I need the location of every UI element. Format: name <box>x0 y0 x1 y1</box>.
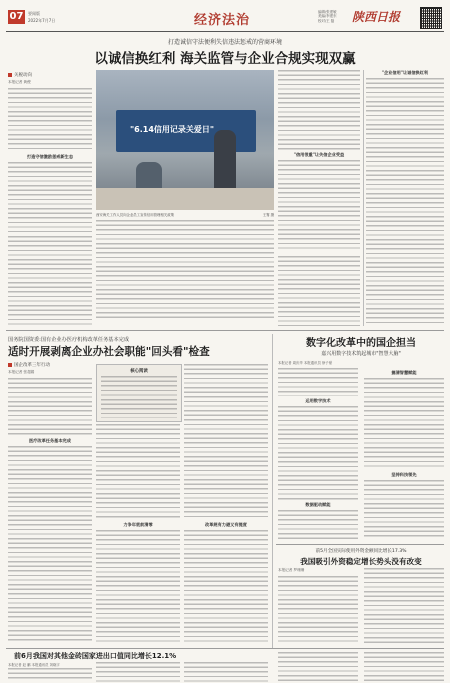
story4-byline: 本报记者 罗珊珊 <box>278 568 305 572</box>
story4-body-col1 <box>278 576 358 644</box>
story5-body-col2 <box>96 662 180 682</box>
story2-byline: 本报记者 张超娟 <box>8 370 35 374</box>
story2-section-label: 国企改革三年行动 <box>8 362 50 368</box>
lead-body-col3b <box>278 160 360 252</box>
story2-body-col1b <box>8 446 92 644</box>
lead-kicker: 打造诚信守法便利失信违法惩戒的营商环境 <box>167 39 282 46</box>
story3-body-col2b <box>364 480 444 540</box>
section-rule <box>6 330 444 331</box>
story5-body-col3 <box>184 662 268 682</box>
story3-body-col1b <box>278 406 358 500</box>
masthead-rule <box>6 31 444 32</box>
section-marker-icon <box>8 363 12 367</box>
story2-body-col3b <box>184 530 268 644</box>
lead-byline: 本报记者 黄俊 <box>8 80 31 84</box>
story2-subhead: 改革规有力避又有提度 <box>205 522 247 527</box>
story3-subhead: 运用数字技术 <box>305 398 331 403</box>
box-body <box>101 376 177 418</box>
story2-body-col3 <box>184 364 268 520</box>
lead-body-col4 <box>366 78 444 326</box>
core-reading-box <box>96 364 182 422</box>
story2-body-col1 <box>8 378 92 436</box>
story2-subhead: 力争年底前清零 <box>123 522 153 527</box>
photo-table <box>96 188 274 210</box>
editor-line: 编辑/张建敏 <box>318 10 337 14</box>
section-rule <box>6 648 444 649</box>
story4-headline: 我国吸引外资稳定增长势头没有改变 <box>300 557 422 566</box>
lead-body-col3 <box>278 70 360 150</box>
column-rule <box>363 70 364 326</box>
story5-body-col4 <box>278 652 358 682</box>
story3-headline: 数字化改革中的国企担当 <box>306 338 416 349</box>
story5-headline: 前6月我国对其他金砖国家进出口值同比增长12.1% <box>14 652 177 660</box>
story3-body-col2 <box>364 378 444 470</box>
lead-subhead: "信用很重"让失信企业受益 <box>293 152 345 157</box>
story5-body-col5 <box>364 652 444 682</box>
photo-banner: "6.14信用记录关爱日" <box>116 110 256 152</box>
story3-subtitle: 嘉兴用数字技术筑起城市"智慧大脑" <box>321 351 401 357</box>
section-rule <box>276 544 444 545</box>
story2-body-col2 <box>96 424 180 520</box>
lead-subhead: "企业信用"让诚信换红利 <box>381 70 429 75</box>
story2-body-col2b <box>96 530 180 644</box>
lead-body-col1c <box>8 236 92 326</box>
story5-byline: 本报记者 赵 鹏 本报通讯员 刘晓宇 <box>8 663 60 667</box>
lead-photo-caption: 西安海关工作人员向企业员工宣传信用管理相关政策 王骞 摄 <box>96 213 274 217</box>
editor-line: 校对/王 磊 <box>318 18 335 23</box>
column-rule <box>272 334 273 648</box>
story3-body-col1 <box>278 368 358 396</box>
story5-body-col1 <box>8 668 92 682</box>
story3-subhead: 坚持科技领先 <box>391 472 417 477</box>
story2-subhead: 医疗改革任务基本完成 <box>29 438 71 443</box>
lead-headline: 以诚信换红利 海关监管与企业合规实现双赢 <box>94 51 356 67</box>
lead-body-col2 <box>96 220 274 320</box>
lead-body-col1b <box>8 162 92 232</box>
story3-subhead: 数据驱动赋能 <box>305 502 331 507</box>
story4-kicker: 前5月全国实际使用外资金额同比增长17.3% <box>315 549 407 554</box>
edition-type: 要闻版 <box>28 11 40 16</box>
story2-headline: 适时开展剥离企业办社会职能"回头看"检查 <box>8 346 210 358</box>
lead-subhead: 打造守信激励惩戒新生态 <box>26 154 74 159</box>
editor-credits <box>318 10 337 23</box>
qr-code-icon <box>420 7 442 29</box>
editor-line: 美编/李建东 <box>318 14 337 19</box>
section-marker-icon <box>8 73 12 77</box>
page-number-badge <box>8 10 25 24</box>
masthead <box>0 0 450 34</box>
section-title: 经济法治 <box>194 13 251 28</box>
box-title: 核心阅读 <box>130 369 148 374</box>
story3-subhead: 搞清智慧赋能 <box>391 370 417 375</box>
story4-body-col2 <box>364 568 444 644</box>
story3-byline: 本报记者 周庆华 本报通讯员 徐子豪 <box>278 361 333 365</box>
story2-kicker: 国务院国资委:国有企业办医疗机构改革任务基本完成 <box>8 337 130 343</box>
lead-body-col1 <box>8 88 92 152</box>
page-number: 07 <box>9 11 24 22</box>
lead-section-label: 关税动向 <box>8 72 32 78</box>
lead-body-col3c <box>278 256 360 326</box>
lead-photo <box>96 70 274 210</box>
newspaper-logo: 陕西日报 <box>352 10 401 24</box>
story3-body-col1c <box>278 510 358 540</box>
edition-date: 2022年7月7日 <box>28 18 56 23</box>
